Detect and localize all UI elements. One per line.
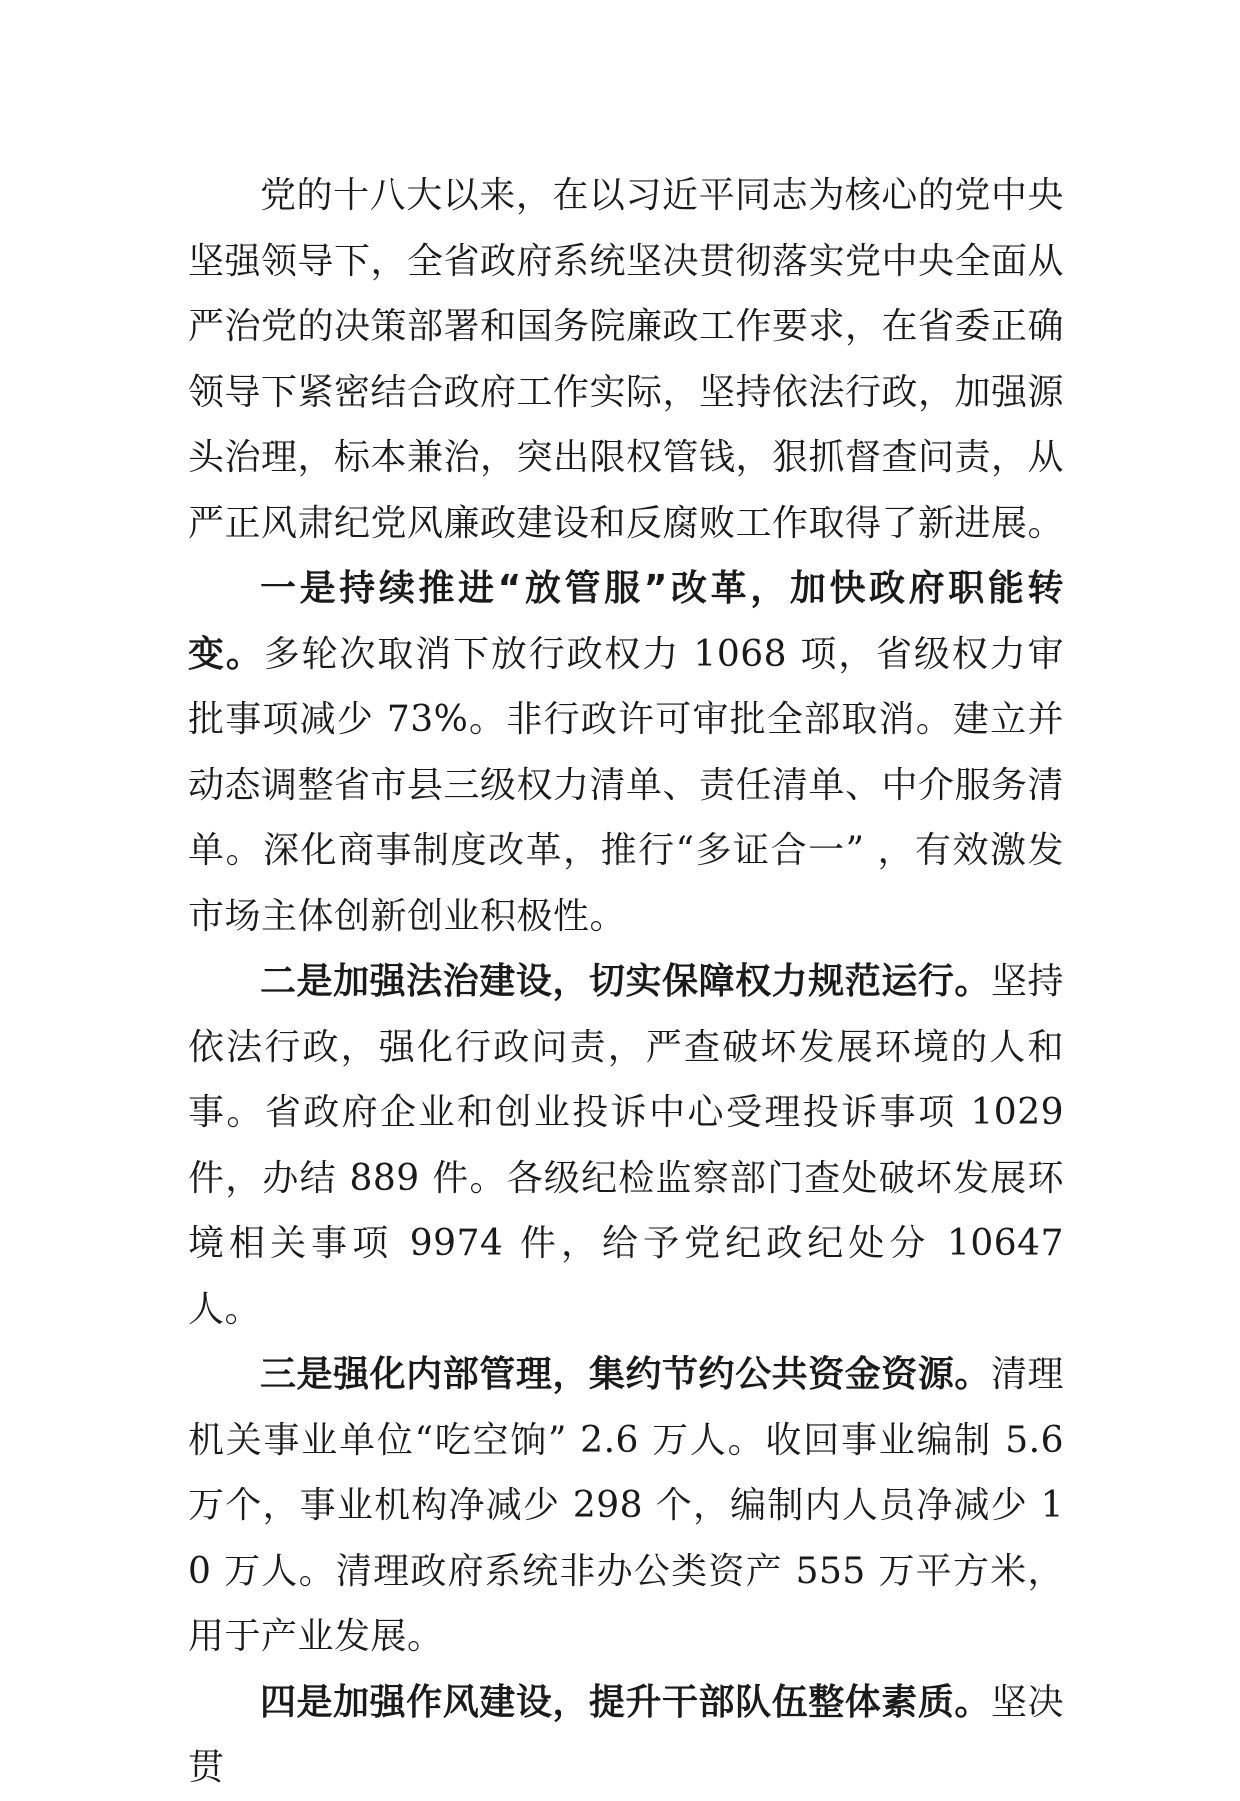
paragraph-text: 清理机关事业单位“吃空饷” 2.6 万人。收回事业编制 5.6 万个，事业机构净减少 298 个，编制内人员净减少 10 万人。清理政府系统非办公类资产 555 万平方米，用于产业发展。 [188, 1354, 1064, 1657]
paragraph-lead: 一是持续推进“放管服”改革，加快政府职能转变。 [188, 568, 1064, 675]
paragraph-point-3 [188, 1342, 1064, 1670]
paragraph-text: 坚持依法行政，强化行政问责，严查破坏发展环境的人和事。省政府企业和创业投诉中心受理投诉事项 1029 件，办结 889 件。各级纪检监察部门查处破坏发展环境相关事项 9974 件，给予党纪政纪处分 10647 人。 [188, 961, 1064, 1330]
paragraph-text: 坚决贯 [188, 1681, 1064, 1788]
paragraph-lead: 三是强化内部管理，集约节约公共资金资源。 [260, 1354, 991, 1395]
paragraph-text: 党的十八大以来，在以习近平同志为核心的党中央坚强领导下，全省政府系统坚决贯彻落实党中央全面从严治党的决策部署和国务院廉政工作要求，在省委正确领导下紧密结合政府工作实际，坚持依法行政，加强源头治理，标本兼治，突出限权管钱，狠抓督查问责，从严正风肃纪党风廉政建设和反腐败工作取得了新进展。 [188, 175, 1065, 544]
paragraph-point-1 [188, 556, 1064, 949]
paragraph-lead: 二是加强法治建设，切实保障权力规范运行。 [260, 961, 991, 1002]
paragraph-text: 多轮次取消下放行政权力 1068 项，省级权力审批事项减少 73%。非行政许可审批全部取消。建立并动态调整省市县三级权力清单、责任清单、中介服务清单。深化商事制度改革，推行“多证合一” ，有效激发市场主体创新创业积极性。 [188, 633, 1065, 937]
paragraph-point-4 [188, 1670, 1064, 1801]
paragraph-intro [188, 163, 1064, 556]
paragraph-point-2 [188, 949, 1064, 1342]
paragraph-lead: 四是加强作风建设，提升干部队伍整体素质。 [260, 1681, 991, 1723]
document-body [188, 163, 1064, 1801]
